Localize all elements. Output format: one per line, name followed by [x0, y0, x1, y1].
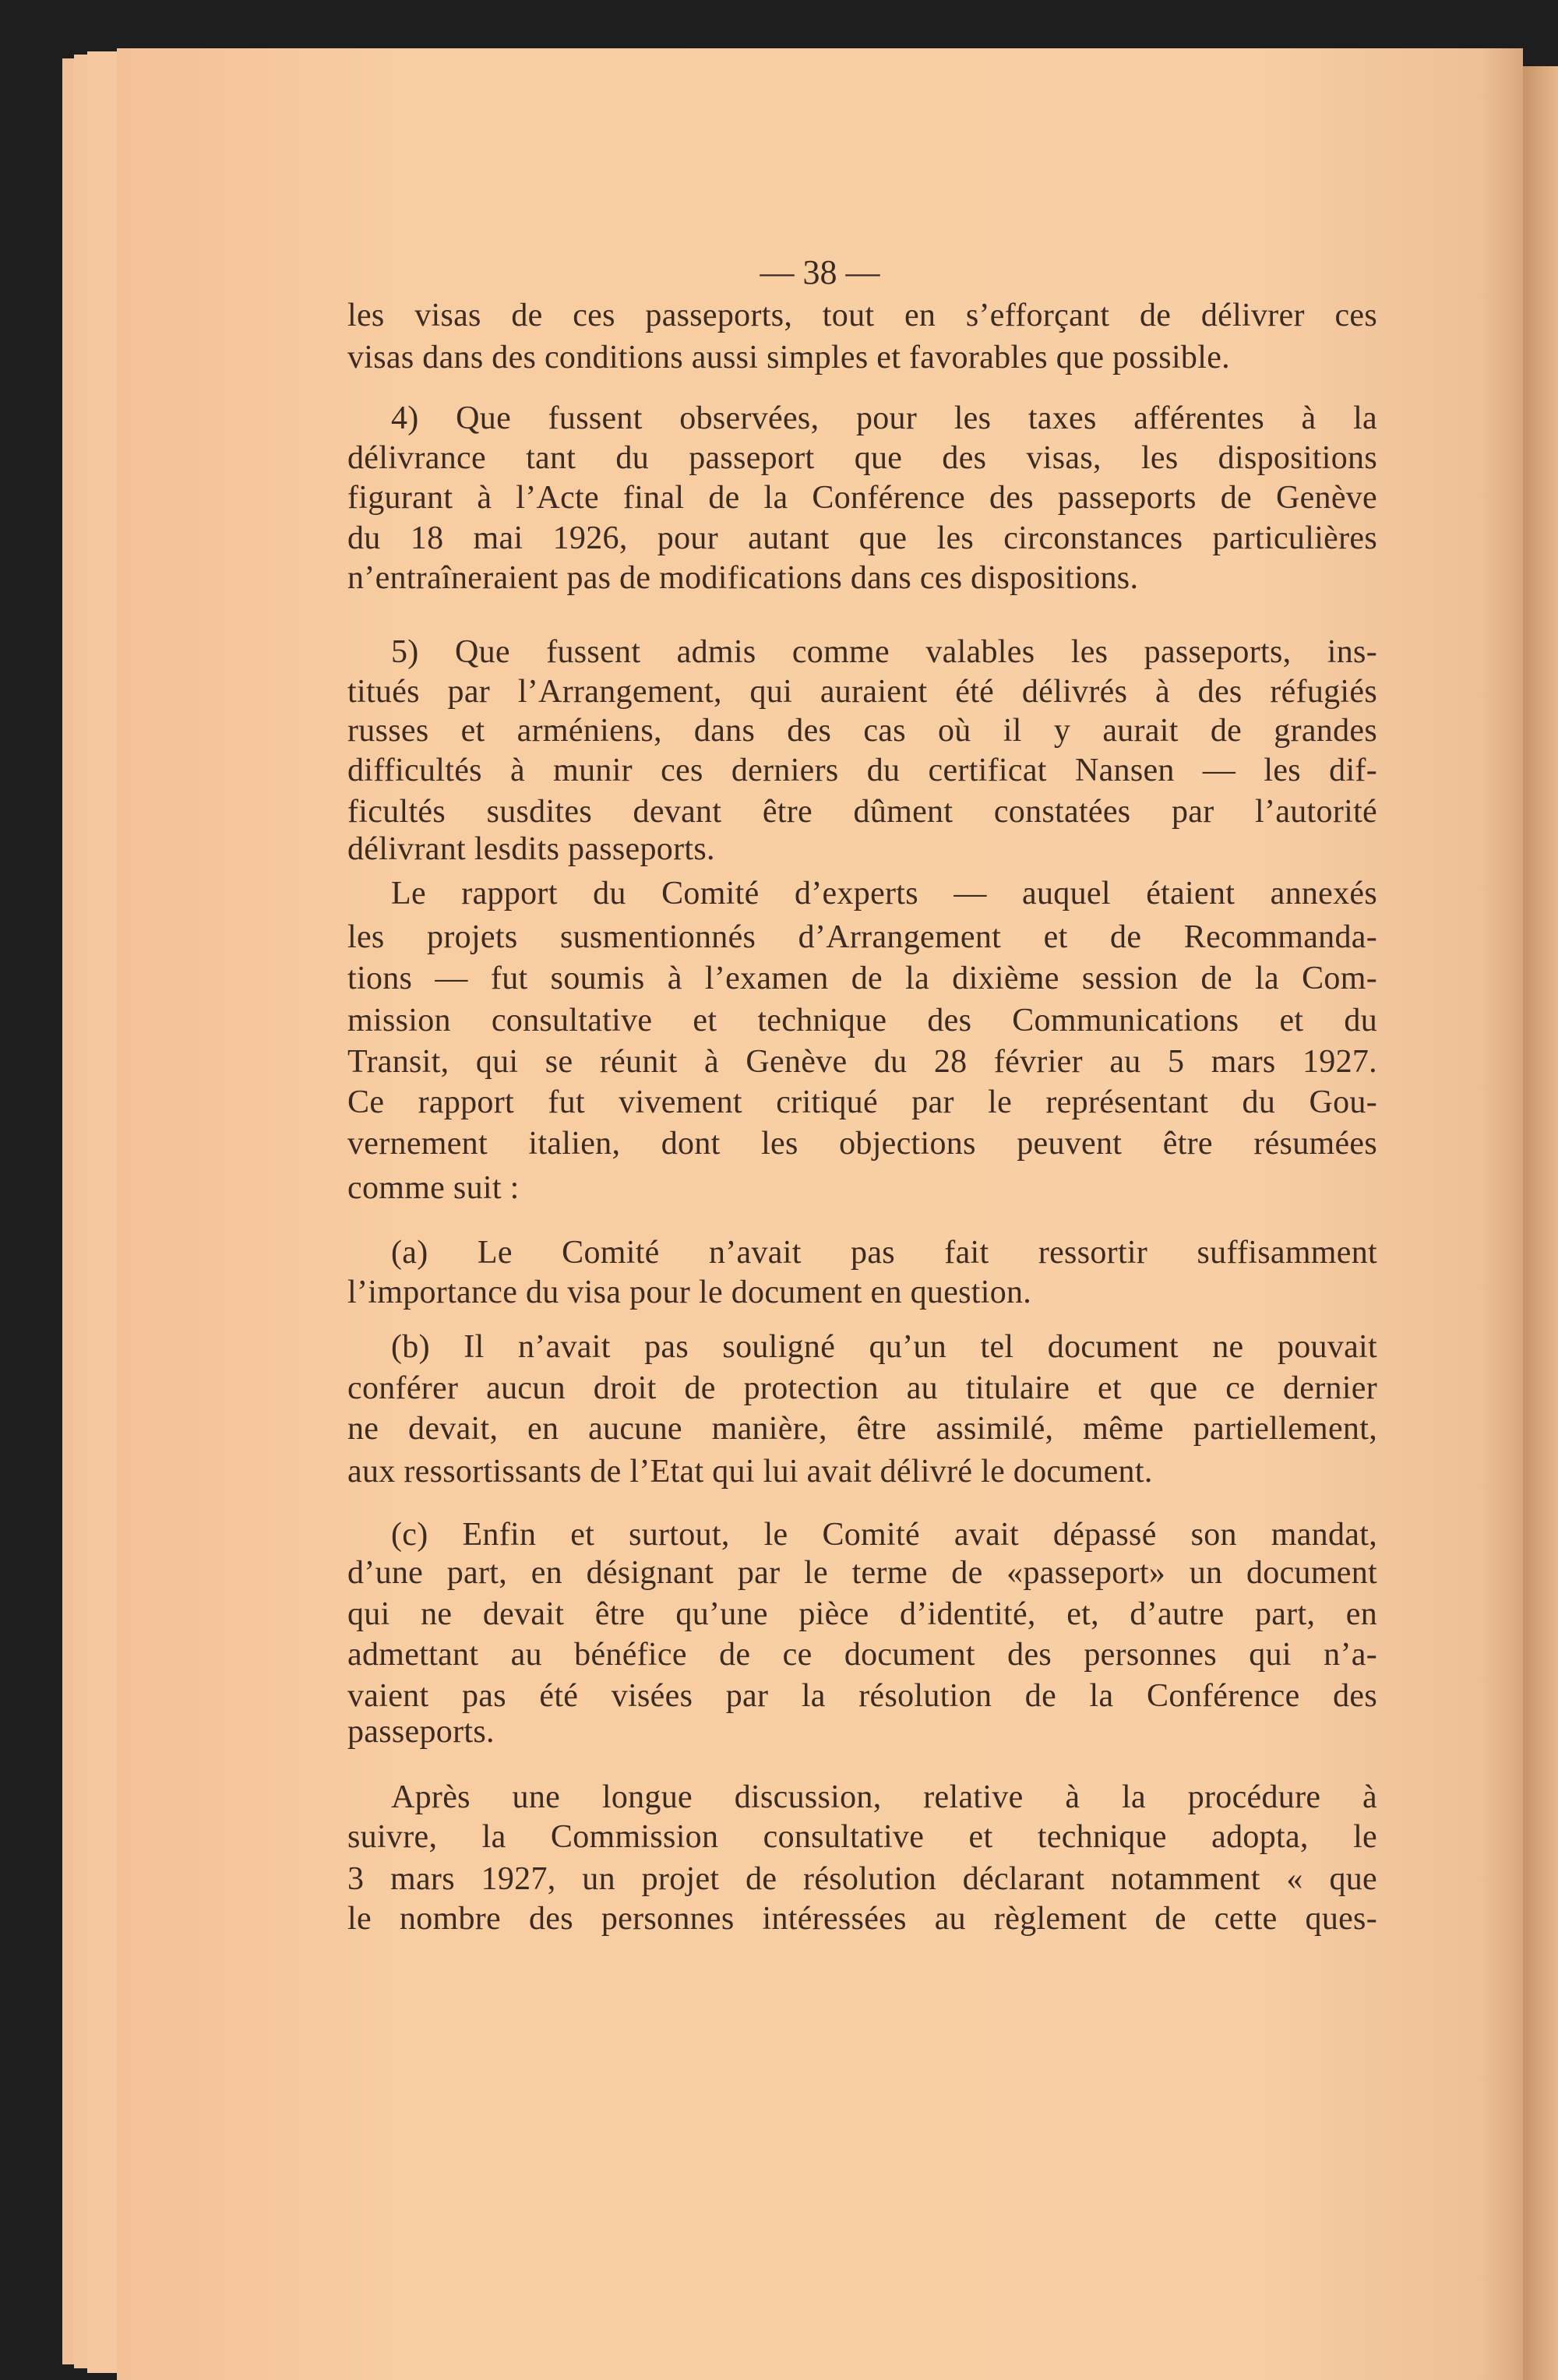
text-line: l’importance du visa pour le document en question. — [347, 1274, 1032, 1310]
text-line: 4) Que fussent observées, pour les taxes afférentes à la — [391, 400, 1377, 437]
text-line: (b) Il n’avait pas souligné qu’un tel document ne pouvait — [391, 1328, 1377, 1365]
page-number: — 38 — — [760, 253, 880, 291]
text-line: le nombre des personnes intéressées au règlement de cette ques- — [347, 1900, 1377, 1937]
text-line: tions — fut soumis à l’examen de la dixième session de la Com- — [347, 960, 1377, 996]
text-line: ne devait, en aucune manière, être assimilé, même partiellement, — [347, 1411, 1377, 1447]
text-line: Le rapport du Comité d’experts — auquel étaient annexés — [391, 875, 1377, 911]
text-line: titués par l’Arrangement, qui auraient été délivrés à des réfugiés — [347, 673, 1377, 710]
text-line: visas dans des conditions aussi simples et favorables que possible. — [347, 340, 1230, 376]
text-line: conférer aucun droit de protection au titulaire et que ce dernier — [347, 1370, 1377, 1406]
text-line: passeports. — [347, 1714, 495, 1751]
text-line: délivrance tant du passeport que des visas, les dispositions — [347, 439, 1377, 476]
text-line: 5) Que fussent admis comme valables les passeports, ins- — [391, 634, 1377, 671]
text-line: aux ressortissants de l’Etat qui lui avait délivré le document. — [347, 1453, 1153, 1490]
text-line: russes et arméniens, dans des cas où il y aurait de grandes — [347, 713, 1377, 749]
facing-page-edge — [1523, 66, 1558, 2380]
text-line: figurant à l’Acte final de la Conférence des passeports de Genève — [347, 479, 1377, 516]
text-line: Ce rapport fut vivement critiqué par le représentant du Gou- — [347, 1084, 1377, 1121]
text-line: mission consultative et technique des Communications et du — [347, 1003, 1377, 1039]
text-line: vaient pas été visées par la résolution de la Conférence des — [347, 1677, 1377, 1714]
text-line: délivrant lesdits passeports. — [347, 831, 715, 868]
text-line: vernement italien, dont les objections peuvent être résumées — [347, 1126, 1377, 1162]
text-line: n’entraîneraient pas de modifications dans ces dispositions. — [347, 559, 1139, 596]
page-edge — [87, 51, 118, 2373]
text-line: suivre, la Commission consultative et technique adopta, le — [347, 1818, 1377, 1855]
text-line: les visas de ces passeports, tout en s’efforçant de délivrer ces — [347, 297, 1377, 333]
text-line: 3 mars 1927, un projet de résolution déclarant notamment « que — [347, 1861, 1377, 1898]
text-line: Après une longue discussion, relative à la procédure à — [391, 1779, 1377, 1816]
text-line: difficultés à munir ces derniers du certificat Nansen — les dif- — [347, 753, 1377, 789]
text-line: (c) Enfin et surtout, le Comité avait dépassé son mandat, — [391, 1517, 1377, 1553]
text-line: qui ne devait être qu’une pièce d’identité, et, d’autre part, en — [347, 1595, 1377, 1632]
text-line: ficultés susdites devant être dûment constatées par l’autorité — [347, 793, 1377, 830]
text-line: Transit, qui se réunit à Genève du 28 février au 5 mars 1927. — [347, 1043, 1377, 1080]
text-line: d’une part, en désignant par le terme de «passeport» un document — [347, 1555, 1377, 1592]
text-line: admettant au bénéfice de ce document des personnes qui n’a- — [347, 1637, 1377, 1673]
text-line: du 18 mai 1926, pour autant que les circonstances particulières — [347, 520, 1377, 557]
book-page — [117, 48, 1523, 2380]
text-line: comme suit : — [347, 1169, 520, 1206]
text-line: (a) Le Comité n’avait pas fait ressortir suffisamment — [391, 1235, 1377, 1271]
text-line: les projets susmentionnés d’Arrangement et de Recommanda- — [347, 919, 1377, 956]
